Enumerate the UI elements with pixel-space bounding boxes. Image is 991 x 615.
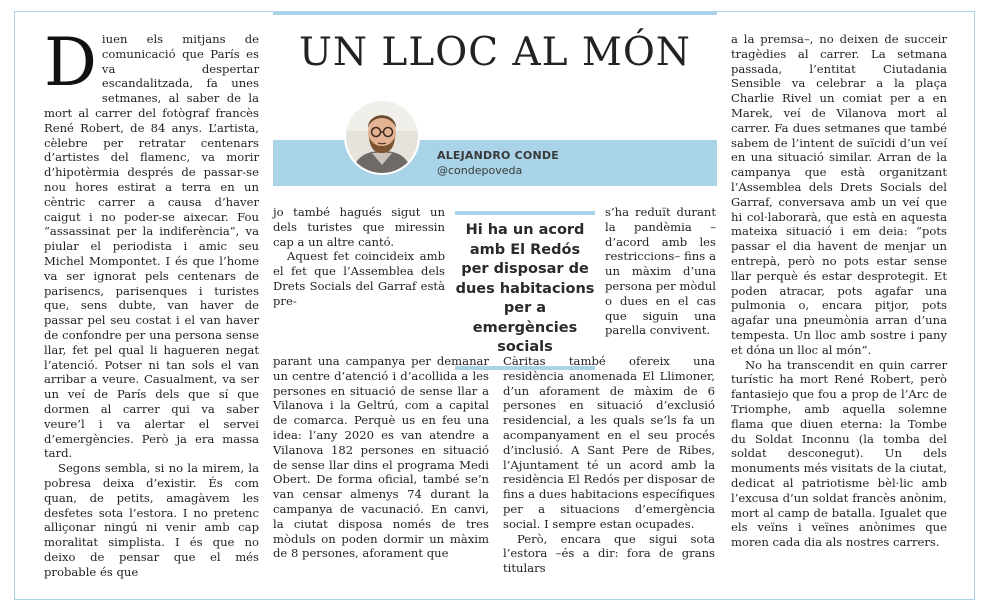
- pull-quote-text: Hi ha un acord amb El Redós per disposar de dues habitacions per a emergències socials: [455, 222, 595, 355]
- article-column-1: [44, 24, 259, 579]
- paragraph: jo també hagués sigut un dels turistes que miressin cap a un altre cantó.: [273, 205, 445, 249]
- page-title: UN LLOC AL MÓN: [299, 30, 691, 75]
- paragraph: Però, encara que sigui sota l’estora –és a dir: fora de grans titulars: [503, 531, 715, 576]
- article-column-2-top: [273, 205, 445, 309]
- author-avatar: [346, 101, 418, 173]
- drop-cap: D: [44, 24, 97, 101]
- pull-quote: [455, 211, 595, 370]
- article-column-4: [731, 32, 947, 550]
- paragraph: a la premsa–, no deixen de succeir tragèdies al carrer. La setmana passada, l’entitat Ciutadania Sensible va celebrar a la plaça Charlie Rivel un comiat per a en Marek, veí de Vilanova mort al carrer. Fa dues setmanes que també sabem de l’intent de suïcidi d’un veí en una situació similar. Arran de la campanya que està organitzant l’Assemblea dels Drets Socials del Garraf, conversava amb un veí que hi col·laborarà, que està en aquesta mateixa situació i em deia: “pots passar el dia havent de menjar un entrepà, però no pots estar sense llar perquè és estar desprotegit. Et poden atracar, pots agafar una pulmonia o, encara pitjor, pots agafar una pneumònia arran d’una tempesta. Un lloc amb sostre i pany et dóna un lloc al món”.: [731, 32, 947, 357]
- author-bar: [273, 140, 717, 186]
- paragraph: Segons sembla, si no la mirem, la pobresa deixa d’existir. És com quan, de petits, amagàvem les desfetes sota l’estora. I no pretenc alliçonar ningú ni venir amb cap moralitat simplista. I és que no deixo de pensar que el més probable és que: [44, 461, 259, 579]
- article-column-2-bottom: [273, 354, 489, 561]
- author-name: ALEJANDRO CONDE: [437, 149, 559, 162]
- paragraph: Aquest fet coincideix amb el fet que l’Assemblea dels Drets Socials del Garraf està pre-: [273, 249, 445, 308]
- paragraph: [44, 24, 259, 461]
- article-column-3-top: [605, 205, 716, 338]
- article-column-3-bottom: [503, 354, 715, 576]
- paragraph: Càritas també ofereix una residència anomenada El Llimoner, d’un aforament de màxim de 6 persones en situació d’exclusió residencial, a les quals se’ls fa un acompanyament en el seu procés d’inclusió. A Sant Pere de Ribes, l’Ajuntament té un acord amb la residència El Redós per disposar de fins a dues habitacions específiques per a situacions d’emergència social. I sempre estan ocupades.: [503, 354, 715, 531]
- author-handle: @condepoveda: [437, 164, 523, 177]
- paragraph: No ha transcendit en quin carrer turístic ha mort René Robert, però fantasiejo que fou a prop de l’Arc de Triomphe, amb aquella solemne flama que diuen eterna: la Tombe du Soldat Inconnu (la tomba del soldat desconegut). Un dels monuments més visitats de la ciutat, dedicat al patriotisme bèl·lic amb l’excusa d’un soldat francès anònim, mort al camp de batalla. Igualet que els veïns i veïnes anònimes que moren cada dia als nostres carrers.: [731, 357, 947, 550]
- author-portrait-icon: [346, 101, 418, 173]
- top-accent-bar: [273, 11, 717, 15]
- paragraph-text: iuen els mitjans de comunicació que París es va despertar escandalitzada, fa unes setmanes, al saber de la mort al carrer del fotògraf francès René Robert, de 84 anys. L’artista, cèlebre per retratar centenars d’artistes del flamenc, va morir d’hipotèrmia després de passar-se nou hores estirat a terra en un cèntric carrer a causa d’haver caigut i no poder-se aixecar. Fou “assassinat per la indiferència”, va piular el periodista i amic seu Michel Mompontet. I és que l’home va ser ignorat pels centenars de parisencs, parisenques i turistes que, sens dubte, van haver de passar pel seu costat i el van haver de confondre per una persona sense llar, fet pel qual li hagueren negat l’atenció. Potser ni tan sols el van arribar a veure. Casualment, va ser un veí de París dels que sí que dormen al carrer qui va saber veure’l i va alertar el servei d’emergències. Però ja era massa tard.: [44, 32, 259, 461]
- paragraph: parant una campanya per demanar un centre d’atenció i d’acollida a les persones en situació de sense llar a Vilanova i la Geltrú, com a capital de comarca. Perquè us en feu una idea: l’any 2020 es van atendre a Vilanova 182 persones en situació de sense llar dins el programa Medi Obert. De forma oficial, també se’n van censar almenys 74 durant la campanya de vacunació. En canvi, la ciutat disposa només de tres mòduls on poden dormir un màxim de 8 persones, aforament que: [273, 354, 489, 561]
- paragraph: s’ha reduït durant la pandèmia –d’acord amb les restriccions– fins a un màxim d’una persona per mòdul o dues en el cas que siguin una parella convivent.: [605, 205, 716, 338]
